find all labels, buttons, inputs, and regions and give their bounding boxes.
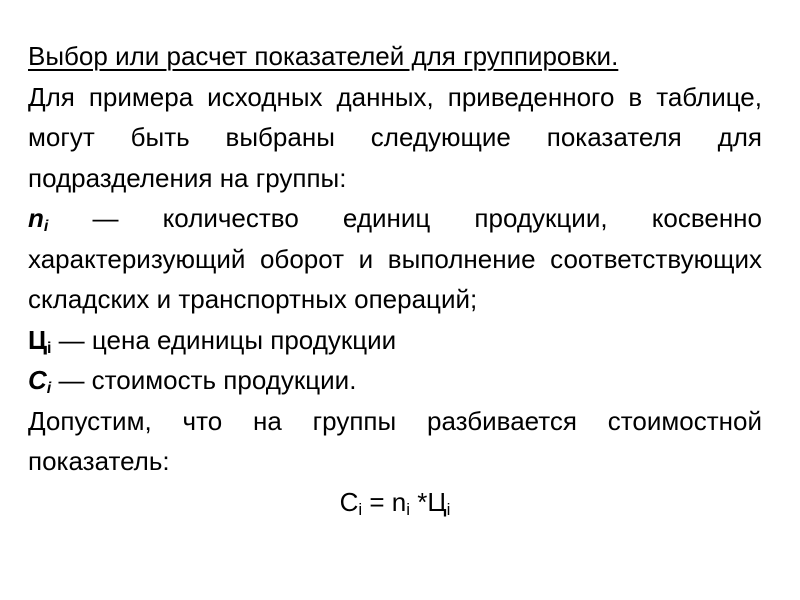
indicator-description: — количество единиц продукции, косвенно характеризующий оборот и выполнение соответствующих складских и транспортных операций;: [28, 203, 762, 314]
indicator-cost: [28, 360, 762, 401]
indicator-symbol: $Ц_i$: [28, 324, 52, 357]
indicator-n: [28, 198, 762, 320]
formula: $C_i = n_i$ $*Ц_i$: [339, 486, 451, 519]
intro-paragraph: Для примера исходных данных, приведенного в таблице, могут быть выбраны следующие показателя для подразделения на группы:: [28, 81, 762, 193]
section-heading: Выбор или расчет показателей для группировки.: [28, 41, 619, 71]
indicator-symbol: $n_i$: [28, 203, 49, 235]
slide-content: [28, 36, 762, 522]
indicator-price: [28, 320, 762, 361]
indicator-description: — стоимость продукции.: [51, 365, 357, 395]
indicator-description: — цена единицы продукции: [51, 324, 397, 355]
indicator-symbol: $C_i$: [28, 365, 52, 397]
conclusion-paragraph: Допустим, что на группы разбивается стоимостной показатель:: [28, 405, 762, 476]
